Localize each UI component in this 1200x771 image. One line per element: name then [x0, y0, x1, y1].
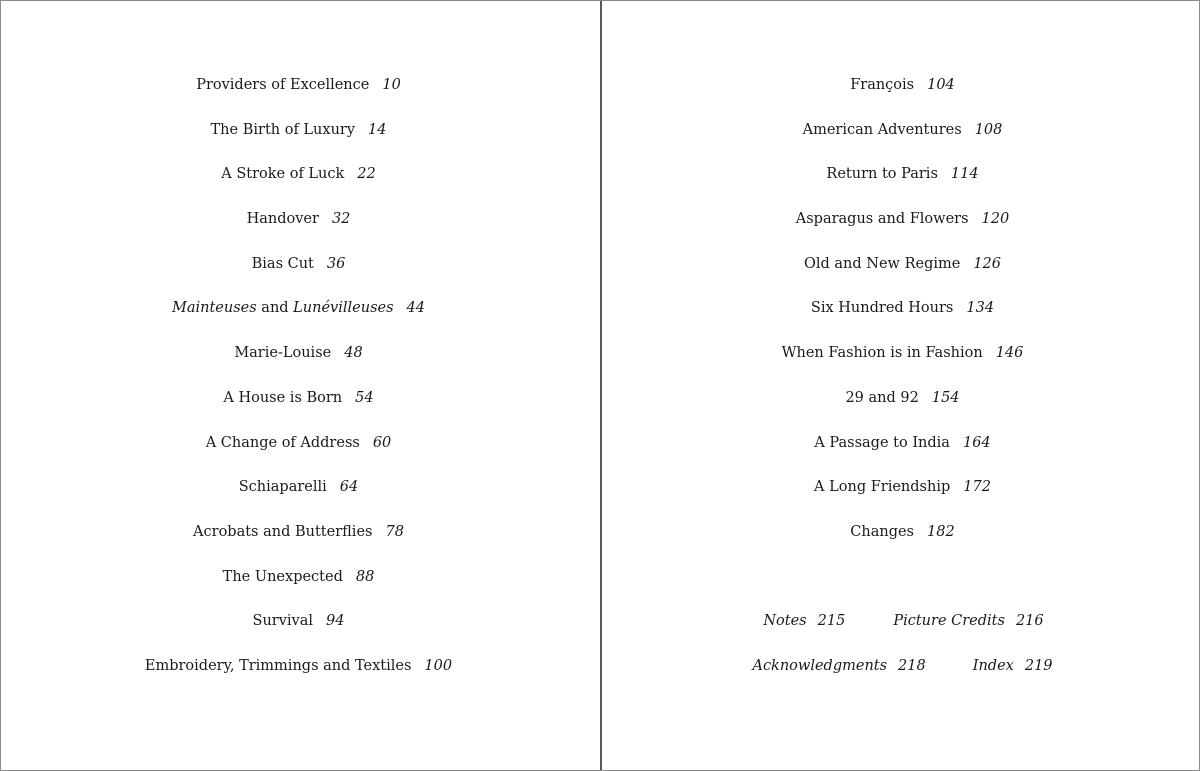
entry-title: American Adventures	[802, 121, 962, 138]
entry-title: Asparagus and Flowers	[795, 211, 969, 228]
entry-page-number: 219	[1024, 657, 1053, 674]
contents-entry[interactable]	[606, 519, 1199, 564]
entry-page-number: 36	[326, 255, 346, 272]
contents-entry[interactable]	[606, 206, 1199, 251]
contents-entry[interactable]	[0, 117, 600, 162]
entry-title: The Unexpected	[222, 568, 343, 585]
entry-page-number: 146	[995, 345, 1024, 362]
entry-title: Survival	[252, 613, 314, 630]
entry-page-number: 10	[382, 77, 401, 93]
entry-page-number: 94	[326, 613, 345, 630]
contents-entry[interactable]	[606, 251, 1199, 296]
right-page	[602, 1, 1199, 770]
entry-page-number: 14	[368, 121, 387, 138]
entry-title: Acknowledgments	[752, 657, 888, 674]
entry-page-number: 114	[950, 166, 979, 183]
contents-entry[interactable]	[0, 206, 600, 251]
contents-entry[interactable]	[606, 385, 1199, 430]
entry-title-italic-part: Mainteuses	[172, 300, 257, 317]
back-matter-entry-notes[interactable]	[763, 608, 845, 653]
entry-title: Six Hundred Hours	[810, 300, 954, 317]
entry-page-number: 88	[355, 568, 375, 585]
entry-title: Changes	[850, 523, 915, 540]
entry-title: François	[850, 77, 915, 93]
entry-page-number: 182	[927, 523, 955, 540]
entry-title: Marie-Louise	[234, 345, 332, 362]
entry-title: Handover	[246, 211, 319, 228]
contents-entry[interactable]	[0, 474, 600, 519]
entry-page-number: 172	[963, 479, 991, 496]
contents-entry[interactable]	[606, 340, 1199, 385]
contents-entry[interactable]	[0, 430, 600, 475]
entry-page-number: 64	[339, 479, 359, 496]
entry-title: Bias Cut	[251, 255, 314, 272]
entry-title: A House is Born	[223, 389, 343, 406]
entry-title: Providers of Excellence	[196, 77, 370, 93]
entry-page-number: 216	[1015, 613, 1044, 629]
contents-entry[interactable]	[0, 564, 600, 609]
entry-title: Notes	[763, 613, 807, 629]
entry-title: A Passage to India	[814, 434, 950, 451]
entry-page-number: 134	[966, 300, 995, 317]
entry-page-number: 100	[424, 657, 453, 674]
entry-page-number: 78	[385, 523, 404, 540]
entry-title: A Change of Address	[205, 434, 360, 451]
back-matter-entry-index[interactable]	[973, 653, 1053, 698]
contents-entry[interactable]	[606, 430, 1199, 475]
contents-entry[interactable]	[0, 385, 600, 430]
entry-title-connector: and	[256, 300, 294, 317]
entry-page-number: 60	[372, 434, 392, 451]
contents-entry[interactable]	[0, 340, 600, 385]
entry-title: A Stroke of Luck	[221, 166, 345, 183]
contents-entry[interactable]	[0, 295, 600, 340]
back-matter-row	[602, 608, 1199, 653]
entry-title-italic-part: Lunévilleuses	[293, 300, 394, 317]
back-matter-entry-picture-credits[interactable]	[893, 608, 1043, 653]
contents-entry[interactable]	[0, 72, 600, 117]
entry-title: 29 and 92	[845, 389, 919, 406]
entry-page-number: 22	[357, 166, 376, 183]
entry-title: Index	[972, 657, 1014, 674]
entry-page-number: 44	[406, 300, 425, 317]
entry-title: A Long Friendship	[814, 479, 951, 496]
left-page	[1, 1, 602, 770]
entry-title	[172, 295, 394, 321]
back-matter-row	[602, 653, 1199, 698]
entry-page-number: 48	[344, 345, 363, 362]
contents-entry[interactable]	[0, 519, 600, 564]
entry-title: Embroidery, Trimmings and Textiles	[144, 657, 412, 674]
contents-entry[interactable]	[0, 161, 600, 206]
contents-list-left	[0, 72, 600, 698]
entry-page-number: 215	[817, 613, 846, 629]
entry-title: Old and New Regime	[803, 255, 961, 272]
entry-title: Acrobats and Butterflies	[193, 523, 373, 540]
entry-page-number: 154	[931, 389, 960, 406]
entry-title: Picture Credits	[893, 613, 1005, 629]
contents-entry[interactable]	[0, 251, 600, 296]
entry-title: Return to Paris	[826, 166, 938, 183]
contents-entry[interactable]	[0, 653, 600, 698]
back-matter-entry-acknowledgments[interactable]	[752, 653, 925, 698]
contents-entry[interactable]	[606, 474, 1199, 519]
entry-page-number: 126	[973, 255, 1001, 272]
contents-entry[interactable]	[0, 608, 600, 653]
contents-entry[interactable]	[606, 295, 1199, 340]
entry-page-number: 32	[331, 211, 351, 228]
back-matter-list	[602, 608, 1199, 697]
entry-title: The Birth of Luxury	[210, 121, 356, 138]
entry-page-number: 104	[927, 77, 955, 93]
contents-entry[interactable]	[606, 117, 1199, 162]
entry-page-number: 54	[355, 389, 374, 406]
entry-title: When Fashion is in Fashion	[781, 345, 983, 362]
entry-page-number: 108	[974, 121, 1003, 138]
entry-page-number: 164	[962, 434, 991, 451]
contents-entry[interactable]	[606, 161, 1199, 206]
contents-entry[interactable]	[606, 72, 1199, 117]
entry-title: Schiaparelli	[238, 479, 327, 496]
contents-list-right	[606, 72, 1199, 564]
entry-page-number: 120	[981, 211, 1010, 228]
entry-page-number: 218	[898, 657, 926, 674]
